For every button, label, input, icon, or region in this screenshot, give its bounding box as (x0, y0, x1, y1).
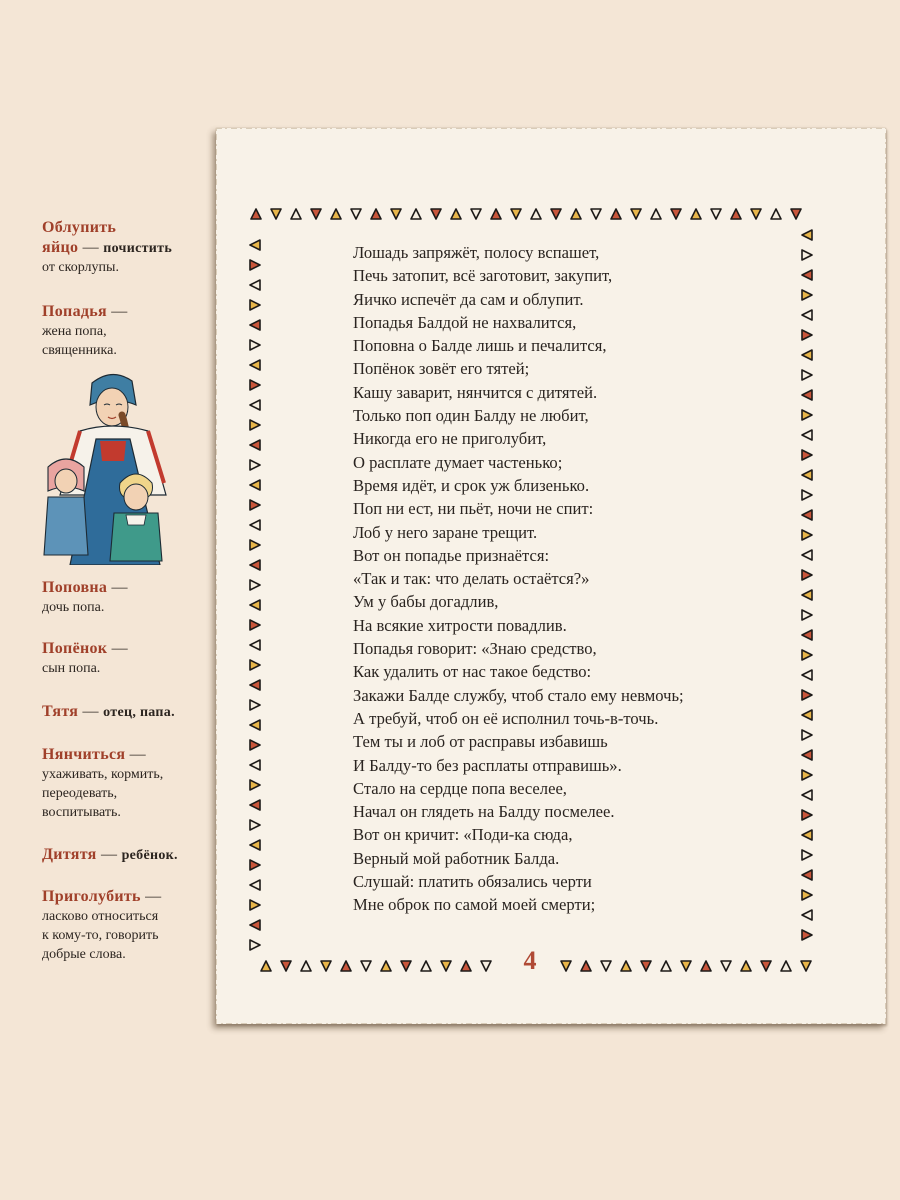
border-triangle (801, 961, 811, 971)
border-triangle (802, 810, 812, 820)
poem-line: Попадья Балдой не нахвалится, (353, 312, 577, 332)
border-triangle (250, 320, 260, 330)
border-triangle (561, 961, 571, 971)
border-triangle (411, 209, 421, 219)
border-triangle (802, 830, 812, 840)
border-triangle (250, 580, 260, 590)
border-triangle (802, 450, 812, 460)
border-triangle (802, 330, 812, 340)
border-triangle (250, 820, 260, 830)
border-triangle (441, 961, 451, 971)
gloss-term: Поповна — (42, 579, 128, 596)
border-triangle (361, 961, 371, 971)
poem-line: Лошадь запряжёт, полосу вспашет, (353, 243, 600, 262)
border-triangle (341, 961, 351, 971)
border-triangle (711, 209, 721, 219)
poem-line: О расплате думает частенько; (353, 452, 563, 472)
gloss-term: Дитятя — ребёнок. (42, 846, 178, 863)
border-triangle (250, 520, 260, 530)
border-triangle (681, 961, 691, 971)
border-triangle (391, 209, 401, 219)
gloss-term: Тятя — отец, папа. (42, 703, 175, 720)
border-triangle (250, 900, 260, 910)
border-triangle (250, 560, 260, 570)
border-triangle (802, 910, 812, 920)
border-triangle (802, 670, 812, 680)
border-triangle (351, 209, 361, 219)
poem-line: Вот он кричит: «Поди-ка сюда, (353, 825, 573, 845)
border-triangle (661, 961, 671, 971)
poem-line: Кашу заварит, нянчится с дитятей. (353, 382, 598, 402)
border-triangle (250, 880, 260, 890)
poem-line: Только поп один Балду не любит, (353, 406, 589, 426)
border-triangle (250, 860, 260, 870)
gloss-definition: от скорлупы. (42, 260, 119, 275)
border-triangle (771, 209, 781, 219)
border-triangle (741, 961, 751, 971)
border-triangle (571, 209, 581, 219)
border-triangle (301, 961, 311, 971)
border-triangle (250, 460, 260, 470)
border-triangle (802, 930, 812, 940)
border-triangle (761, 961, 771, 971)
border-triangle (802, 610, 812, 620)
border-triangle (451, 209, 461, 219)
border-triangle (401, 961, 411, 971)
border-triangle (791, 209, 801, 219)
poem-line: На всякие хитрости повадлив. (353, 615, 567, 635)
border-triangle (802, 250, 812, 260)
border-triangle (311, 209, 321, 219)
gloss-term: Приголубить — (42, 888, 162, 905)
border-triangle (250, 400, 260, 410)
border-triangle (371, 209, 381, 219)
border-triangle (802, 630, 812, 640)
family-illustration (40, 365, 200, 565)
poem-line: Тем ты и лоб от расправы избавишь (353, 732, 608, 752)
border-triangle (802, 490, 812, 500)
border-triangle (551, 209, 561, 219)
border-triangle (802, 750, 812, 760)
border-triangle (271, 209, 281, 219)
border-triangle (802, 230, 812, 240)
gloss-definition: ласково относиться к кому-то, говорить добрые слова. (42, 909, 159, 962)
poem-line: А требуй, чтоб он её исполнил точь-в-точь. (353, 708, 659, 728)
border-triangle (591, 209, 601, 219)
border-triangle (802, 650, 812, 660)
border-triangle (381, 961, 391, 971)
border-triangle (691, 209, 701, 219)
border-triangle (461, 961, 471, 971)
poem-line: Закажи Балде службу, чтоб стало ему невмочь; (353, 685, 684, 705)
border-triangle (250, 380, 260, 390)
gloss-entry-tyatya (42, 702, 207, 722)
border-triangle (631, 209, 641, 219)
poem-line: Слушай: платить обязались черти (353, 872, 592, 892)
border-triangle (701, 961, 711, 971)
gloss-term: Попёнок — (42, 640, 128, 657)
border-triangle (511, 209, 521, 219)
border-triangle (250, 660, 260, 670)
gloss-entry-nyanchitsya (42, 745, 207, 822)
border-triangle (250, 360, 260, 370)
border-triangle (802, 390, 812, 400)
border-triangle (250, 740, 260, 750)
border-triangle (651, 209, 661, 219)
border-triangle (250, 300, 260, 310)
border-triangle (250, 940, 260, 950)
poem-line: Никогда его не приголубит, (353, 429, 547, 449)
border-triangle (802, 770, 812, 780)
poem-line: Лоб у него заране трещит. (353, 522, 538, 542)
border-triangle (261, 961, 271, 971)
poem-line: «Так и так: что делать остаётся?» (353, 569, 590, 589)
border-triangle (802, 710, 812, 720)
border-triangle (331, 209, 341, 219)
border-triangle (250, 620, 260, 630)
gloss-term: Попадья — (42, 303, 128, 320)
border-triangle (802, 350, 812, 360)
border-triangle (250, 920, 260, 930)
poem-text (353, 241, 773, 917)
border-triangle (250, 440, 260, 450)
gloss-term: Облупить яйцо — почистить (42, 219, 173, 256)
poem-line: Печь затопит, всё заготовит, закупит, (353, 266, 613, 286)
border-triangle (250, 600, 260, 610)
border-triangle (802, 550, 812, 560)
border-triangle (250, 280, 260, 290)
poem-line: Ум у бабы догадлив, (353, 592, 499, 612)
border-triangle (802, 870, 812, 880)
gloss-entry-prigolubit (42, 887, 207, 964)
border-triangle (250, 720, 260, 730)
border-triangle (802, 430, 812, 440)
border-triangle (802, 730, 812, 740)
border-triangle (731, 209, 741, 219)
border-triangle (250, 500, 260, 510)
gloss-definition: ухаживать, кормить, переодевать, воспитывать. (42, 767, 164, 820)
gloss-entry-oblupit (42, 218, 207, 277)
border-triangle (581, 961, 591, 971)
gloss-term: Нянчиться — (42, 746, 146, 763)
poem-line: Стало на сердце попа веселее, (353, 778, 567, 798)
border-triangle (491, 209, 501, 219)
poem-line: Начал он глядеть на Балду посмелее. (353, 802, 615, 822)
gloss-definition: дочь попа. (42, 600, 105, 615)
poem-line: Попадья говорит: «Знаю средство, (353, 639, 597, 659)
border-triangle (250, 480, 260, 490)
border-triangle (531, 209, 541, 219)
poem-line: И Балду-то без расплаты отправишь». (353, 755, 622, 775)
border-triangle (321, 961, 331, 971)
poem-line: Вот он попадье признаётся: (353, 545, 550, 565)
poem-line: Мне оброк по самой моей смерти; (353, 895, 596, 915)
poem-line: Время идёт, и срок уж близенько. (353, 475, 590, 495)
gloss-entry-popyonok (42, 639, 207, 678)
page-number: 4 (523, 946, 537, 975)
border-triangle (250, 240, 260, 250)
border-triangle (802, 470, 812, 480)
gloss-entry-popovna (42, 578, 207, 617)
border-triangle (601, 961, 611, 971)
border-triangle (250, 700, 260, 710)
border-triangle (621, 961, 631, 971)
gloss-definition: жена попа, священника. (42, 324, 117, 358)
border-triangle (250, 540, 260, 550)
border-triangle (431, 209, 441, 219)
border-triangle (721, 961, 731, 971)
border-triangle (291, 209, 301, 219)
border-triangle (802, 590, 812, 600)
poem-line: Как удалить от нас такое бедство: (353, 662, 592, 682)
gloss-entry-dityatya (42, 845, 207, 865)
border-triangle (250, 640, 260, 650)
poem-line: Поповна о Балде лишь и печалится, (353, 336, 607, 356)
border-triangle (641, 961, 651, 971)
border-triangle (802, 530, 812, 540)
border-triangle (250, 260, 260, 270)
border-triangle (802, 890, 812, 900)
border-triangle (802, 510, 812, 520)
border-triangle (802, 850, 812, 860)
border-triangle (802, 270, 812, 280)
poem-line: Попёнок зовёт его тятей; (353, 359, 530, 379)
border-triangle (250, 340, 260, 350)
border-triangle (251, 209, 261, 219)
border-triangle (611, 209, 621, 219)
border-triangle (250, 800, 260, 810)
border-triangle (671, 209, 681, 219)
gloss-definition: сын попа. (42, 661, 101, 676)
border-triangle (281, 961, 291, 971)
border-triangle (781, 961, 791, 971)
border-triangle (802, 310, 812, 320)
gloss-entry-popadya (42, 302, 207, 360)
poem-line: Поп ни ест, ни пьёт, ночи не спит: (353, 499, 594, 519)
border-triangle (471, 209, 481, 219)
border-triangle (250, 680, 260, 690)
border-triangle (802, 790, 812, 800)
poem-line: Яичко испечёт да сам и облупит. (353, 289, 584, 309)
border-triangle (250, 420, 260, 430)
border-triangle (421, 961, 431, 971)
border-triangle (802, 570, 812, 580)
border-triangle (802, 690, 812, 700)
border-triangle (802, 370, 812, 380)
border-triangle (250, 760, 260, 770)
border-triangle (250, 780, 260, 790)
border-triangle (250, 840, 260, 850)
poem-line: Верный мой работник Балда. (353, 848, 560, 868)
border-triangle (802, 290, 812, 300)
border-triangle (481, 961, 491, 971)
border-triangle (751, 209, 761, 219)
border-triangle (802, 410, 812, 420)
